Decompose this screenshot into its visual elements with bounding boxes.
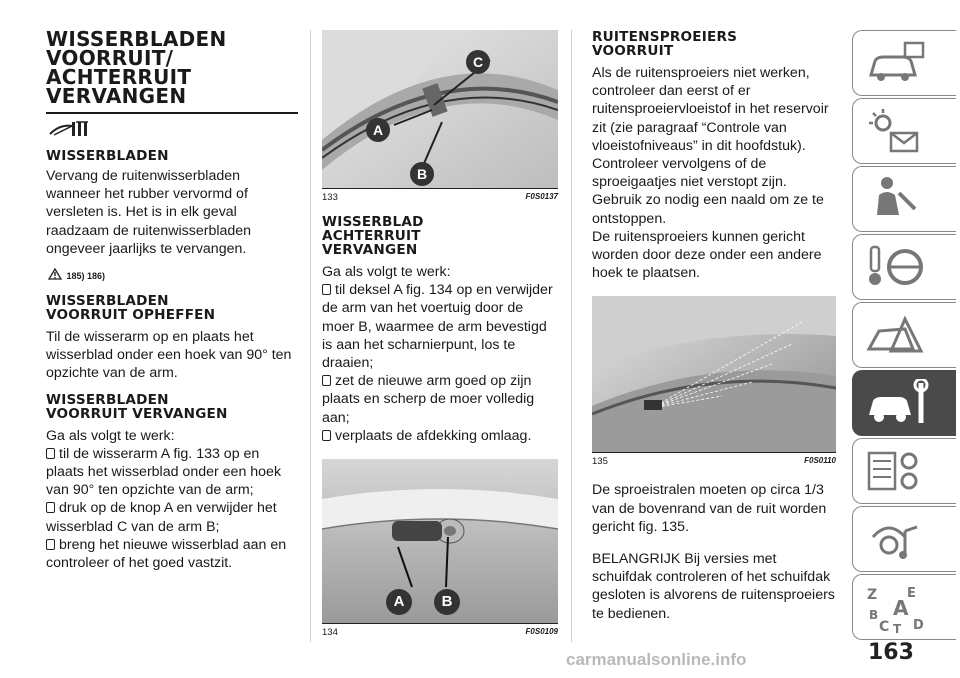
svg-text:A: A [893, 596, 909, 620]
tab-multimedia[interactable] [852, 506, 956, 572]
figure-number: 134 [322, 627, 338, 639]
callout-a: A [386, 589, 412, 615]
checkbox-bullet-icon [46, 539, 55, 550]
svg-text:Z: Z [867, 587, 878, 603]
wiper-icon [48, 120, 298, 143]
watermark: carmanualsonline.info [566, 650, 747, 669]
tab-warning-lights[interactable] [852, 98, 956, 164]
column-left [46, 27, 298, 572]
page-title: WISSERBLADEN VOORRUIT/ ACHTERRUIT VERVANGEN [46, 27, 227, 108]
tab-index[interactable] [852, 574, 956, 640]
column-divider [571, 30, 572, 642]
wiper-arm-illustration [322, 30, 558, 188]
figure-135 [592, 296, 836, 453]
callout-c: C [466, 50, 490, 74]
heading-opheffen: WISSERBLADEN VOORRUIT OPHEFFEN [46, 293, 216, 324]
maintenance-car-wrench-icon [865, 379, 935, 427]
intro-paragraph: Vervang de ruitenwisserbladen wanneer het rubber vervormd of versleten is. Het is in elk geval raadzaam de ruitenwisserbladen ongeveer jaarlijks te vervangen. [46, 168, 252, 257]
figure-code: F0S0109 [525, 627, 558, 637]
list-item: til de wisserarm A fig. 133 op en plaats het wisserblad onder een hoek van 90° ten opzichte van de arm; [46, 445, 282, 499]
figure-133-caption [322, 192, 558, 203]
safety-airbag-icon [865, 175, 925, 223]
list-item: druk op de knop A en verwijder het wisserblad C van de arm B; [46, 500, 277, 535]
checkbox-bullet-icon [322, 284, 331, 295]
heading-ruitensproeiers: RUITENSPROEIERS VOORRUIT [592, 29, 738, 59]
checkbox-bullet-icon [322, 375, 331, 386]
page-number: 163 [868, 640, 914, 665]
svg-text:E: E [907, 586, 916, 601]
key-steering-icon [865, 243, 925, 291]
checkbox-bullet-icon [46, 502, 55, 513]
callout-b: B [434, 589, 460, 615]
multimedia-icon [865, 515, 925, 563]
figure-135-caption [592, 456, 836, 467]
tab-maintenance[interactable] [852, 370, 956, 436]
tab-safety[interactable] [852, 166, 956, 232]
list-item: zet de nieuwe arm goed op zijn plaats en scherp de moer volledig aan; [322, 373, 535, 426]
index-letters-icon [865, 583, 935, 633]
opheffen-paragraph: Til de wisserarm op en plaats het wisserblad onder een hoek van 90° ten opzichte van de arm. [46, 329, 292, 382]
svg-text:C: C [879, 619, 890, 633]
warning-lights-icon [865, 107, 925, 155]
svg-text:D: D [913, 618, 924, 633]
sproeiers-paragraph: Als de ruitensproeiers niet werken, controleer dan eerst of er ruitensproeiervloeistof in het reservoir zit (zie paragraaf “Controle van vloeistofniveaus” in dit hoofdstuk). Controleer vervolgens of de sproeigaatjes niet verstopt zijn. Gebruik zo nodig een naald om ze te ontstoppen. [592, 65, 829, 227]
steps-intro: Ga als volgt te werk: [322, 264, 451, 280]
tab-car-dashboard[interactable] [852, 30, 956, 96]
svg-text:T: T [893, 622, 902, 633]
stralen-paragraph: De sproeistralen moeten op circa 1/3 van de bovenrand van de ruit worden gericht fig. 135. [592, 482, 827, 535]
figure-code: F0S0110 [804, 456, 836, 466]
title-rule [46, 112, 298, 114]
list-item: verplaats de afdekking omlaag. [322, 427, 558, 445]
heading-achterruit: WISSERBLAD ACHTERRUIT VERVANGEN [322, 214, 424, 258]
car-dashboard-icon [865, 39, 925, 87]
steps-intro: Ga als volgt te werk: [46, 427, 175, 444]
heading-wisserbladen: WISSERBLADEN [46, 148, 169, 164]
checkbox-bullet-icon [322, 430, 331, 441]
figure-133 [322, 30, 558, 189]
richten-paragraph: De ruitensproeiers kunnen gericht worden door deze onder een andere hoek te plaatsen. [592, 228, 822, 282]
svg-text:B: B [869, 608, 879, 622]
tab-technical-data[interactable] [852, 438, 956, 504]
column-middle [322, 30, 558, 638]
warning-icon [48, 268, 62, 280]
list-item: breng het nieuwe wisserblad aan en controleer of het goed vastzit. [46, 536, 287, 572]
column-right [592, 30, 836, 623]
emergency-triangle-icon [865, 311, 925, 359]
list-item: til deksel A fig. 134 op en verwijder de arm van het voertuig door de moer B, waarmee de arm bevestigd is aan het scharnierpunt, los te draaien; [322, 282, 553, 372]
tab-emergency[interactable] [852, 302, 956, 368]
callout-b: B [410, 162, 434, 186]
specs-gear-icon [865, 447, 925, 495]
figure-134 [322, 459, 558, 624]
figure-number: 133 [322, 192, 338, 203]
belangrijk-paragraph: BELANGRIJK Bij versies met schuifdak controleren of het schuifdak gesloten is alvorens de ruitensproeiers te bedienen. [592, 551, 835, 622]
figure-134-caption [322, 627, 558, 638]
checkbox-bullet-icon [46, 448, 55, 459]
heading-vervangen: WISSERBLADEN VOORRUIT VERVANGEN [46, 391, 228, 422]
warning-ref-text: 185) 186) [66, 271, 105, 282]
washer-jet-illustration [592, 296, 836, 452]
warning-reference [48, 266, 298, 284]
figure-number: 135 [592, 456, 608, 468]
figure-code: F0S0137 [525, 192, 558, 201]
callout-a: A [366, 118, 390, 142]
tab-starting-driving[interactable] [852, 234, 956, 300]
column-divider [310, 30, 311, 642]
